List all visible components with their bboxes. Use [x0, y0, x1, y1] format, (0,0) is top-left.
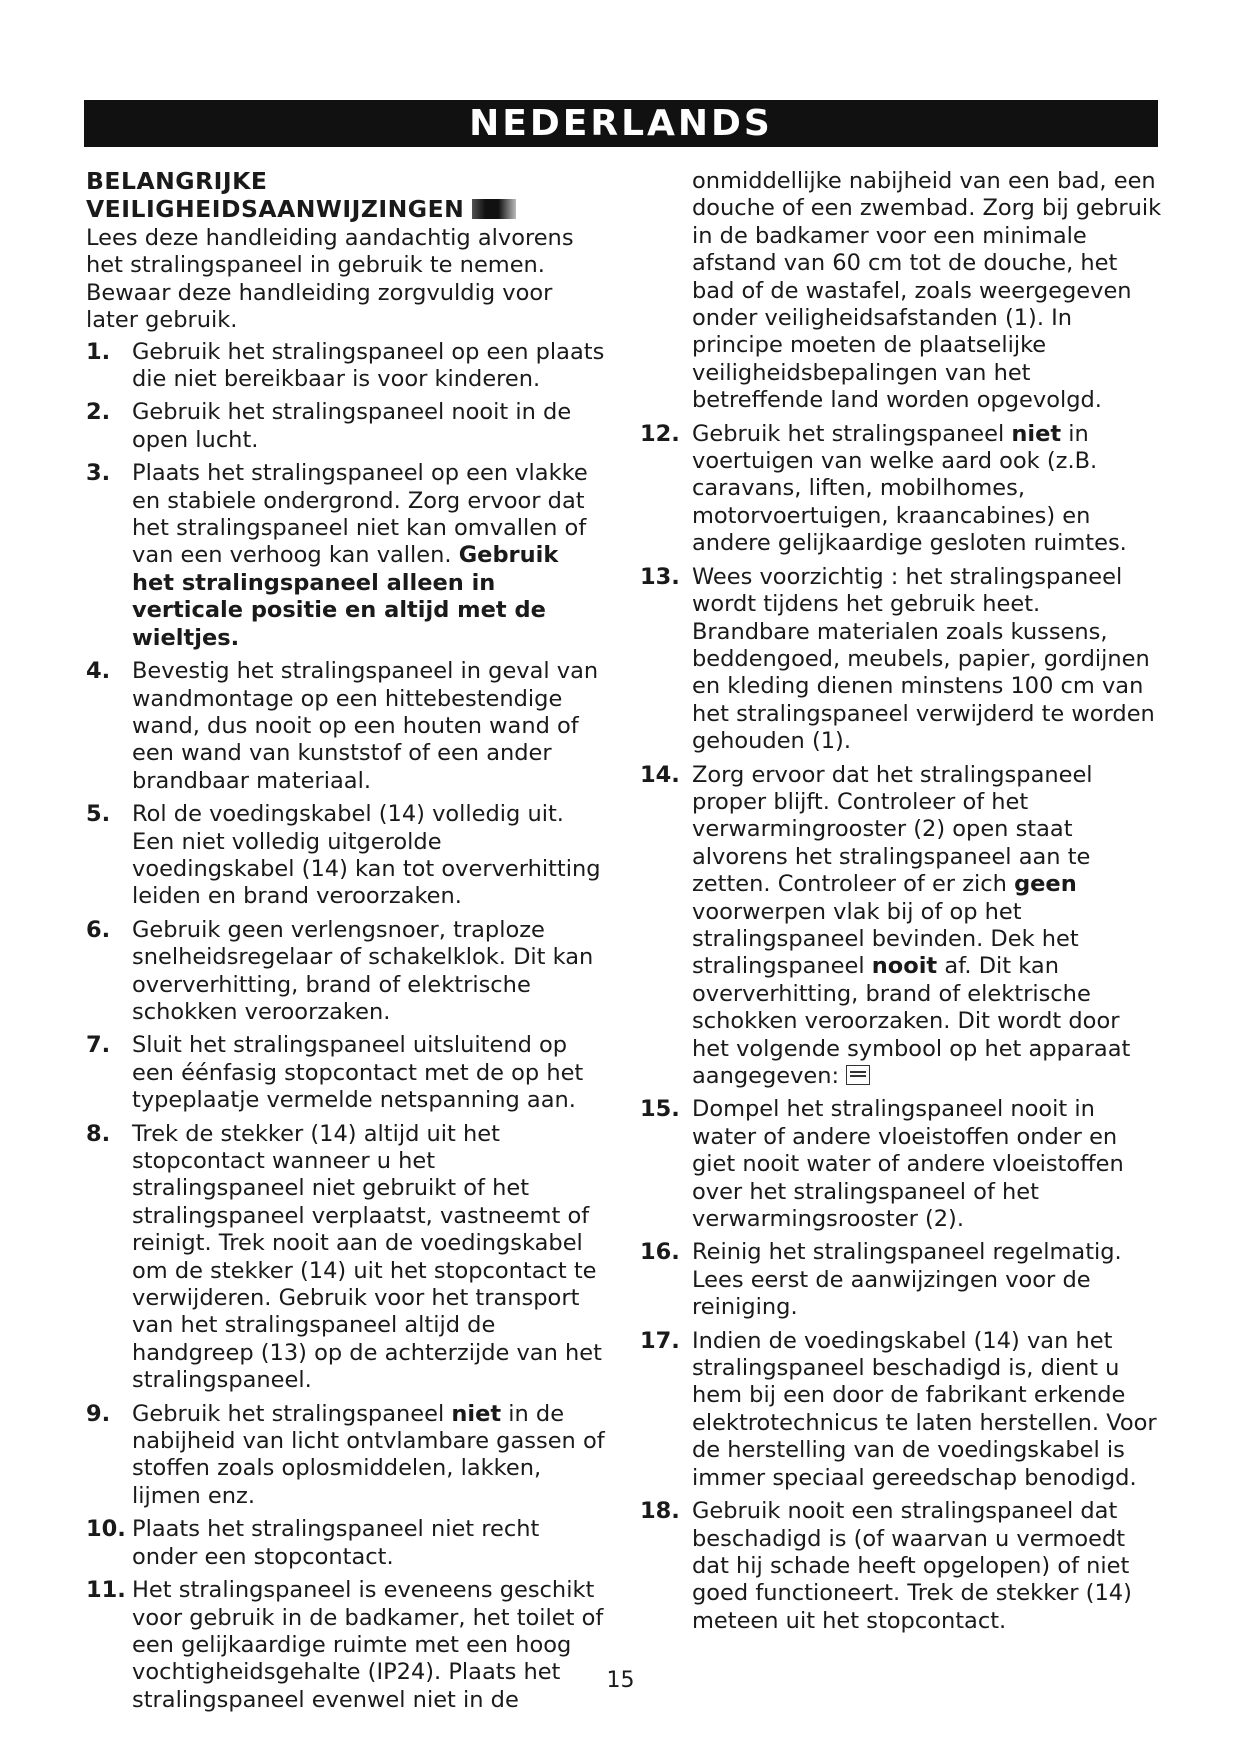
cover-warning-icon — [846, 1065, 870, 1085]
list-item: 1. Gebruik het stralingspaneel op een plaats die niet bereikbaar is voor kinderen. — [86, 338, 605, 393]
list-item-continuation: onmiddellijke nabijheid van een bad, een douche of een zwembad. Zorg bij gebruik in de badkamer voor een minimale afstand van 60 cm tot de douche, het bad of de wastafel, zoals weergegeven onder veiligheidsafstanden (1). In principe moeten de plaatselijke veiligheidsbepalingen van het betreffende land worden opgevolgd. — [692, 168, 1162, 414]
left-column — [86, 167, 606, 1720]
list-item: 10. Plaats het stralingspaneel niet recht onder een stopcontact. — [86, 1516, 540, 1570]
list-item: 3. Plaats het stralingspaneel op een vlakke en stabiele ondergrond. Zorg ervoor dat het stralingspaneel niet kan omvallen of van een verhoog kan vallen. Gebruik het stralingspaneel alleen in verticale positie en altijd met de wieltjes. — [86, 460, 588, 651]
list-item: 12. Gebruik het stralingspaneel niet in voertuigen van welke aard ook (z.B. caravans, liften, mobilhomes, motorvoertuigen, kraancabines) en andere gelijkaardige gesloten ruimtes. — [640, 420, 1127, 557]
page-number: 15 — [606, 1668, 635, 1693]
heading-bar-icon — [472, 199, 516, 219]
list-item: 2. Gebruik het stralingspaneel nooit in de open lucht. — [86, 399, 572, 453]
language-banner: NEDERLANDS — [84, 100, 1158, 147]
list-item: 5. Rol de voedingskabel (14) volledig uit. Een niet volledig uitgerolde voedingskabel (14) kan tot oververhitting leiden en brand veroorzaken. — [86, 801, 601, 910]
list-item: 13. Wees voorzichtig : het stralingspaneel wordt tijdens het gebruik heet. Brandbare materialen zoals kussens, beddengoed, meubels, papier, gordijnen en kleding dienen minstens 100 cm van het stralingspaneel verwijderd te worden gehouden (1). — [640, 563, 1155, 755]
list-item: 11. Het stralingspaneel is eveneens geschikt voor gebruik in de badkamer, het toilet of een gelijkaardige ruimte met een hoog vochtigheidsgehalte (IP24). Plaats het stralingspaneel evenwel niet in de — [86, 1577, 604, 1713]
list-item: 6. Gebruik geen verlengsnoer, traploze snelheidsregelaar of schakelklok. Dit kan oververhitting, brand of elektrische schokken veroorzaken. — [86, 916, 594, 1025]
section-heading: BELANGRIJKE VEILIGHEIDSAANWIJZINGEN — [86, 167, 606, 223]
list-item: 18. Gebruik nooit een stralingspaneel dat beschadigd is (of waarvan u vermoedt dat hij schade heeft opgelopen) of niet goed functioneert. Trek de stekker (14) meteen uit het stopcontact. — [640, 1498, 1132, 1634]
list-item: 17. Indien de voedingskabel (14) van het stralingspaneel beschadigd is, dient u hem bij een door de fabrikant erkende elektrotechnicus te laten herstellen. Voor de herstelling van de voedingskabel is immer speciaal gereedschap benodigd. — [640, 1327, 1157, 1491]
list-item: 15. Dompel het stralingspaneel nooit in water of andere vloeistoffen onder en giet nooit water of andere vloeistoffen over het stralingspaneel of het verwarmingsrooster (2). — [640, 1096, 1124, 1233]
list-item: 9. Gebruik het stralingspaneel niet in de nabijheid van licht ontvlambare gassen of stoffen zoals oplosmiddelen, lakken, lijmen enz. — [86, 1400, 605, 1509]
intro-paragraph: Lees deze handleiding aandachtig alvorens het stralingspaneel in gebruik te nemen. Bewaar deze handleiding zorgvuldig voor later gebruik. — [86, 225, 574, 334]
list-item: 16. Reinig het stralingspaneel regelmatig. Lees eerst de aanwijzingen voor de reiniging. — [640, 1239, 1122, 1321]
right-column — [640, 168, 1162, 1641]
list-item: 7. Sluit het stralingspaneel uitsluitend op een éénfasig stopcontact met de op het typeplaatje vermelde netspanning aan. — [86, 1032, 584, 1114]
list-item: 4. Bevestig het stralingspaneel in geval van wandmontage op een hittebestendige wand, dus nooit op een houten wand of een wand van kunststof of een ander brandbaar materiaal. — [86, 658, 599, 794]
list-item: 14. Zorg ervoor dat het stralingspaneel proper blijft. Controleer of het verwarmingrooster (2) open staat alvorens het stralingspaneel aan te zetten. Controleer of er zich geen voorwerpen vlak bij of op het stralingspaneel bevinden. Dek het stralingspaneel nooit af. Dit kan oververhitting, brand of elektrische schokken veroorzaken. Dit wordt door het volgende symbool op het apparaat aangegeven: — [640, 761, 1131, 1089]
list-item: 8. Trek de stekker (14) altijd uit het stopcontact wanneer u het stralingspaneel niet gebruikt of het stralingspaneel verplaatst, vastneemt of reinigt. Trek nooit aan de voedingskabel om de stekker (14) uit het stopcontact te verwijderen. Gebruik voor het transport van het stralingspaneel altijd de handgreep (13) op de achterzijde van het stralingspaneel. — [86, 1120, 602, 1394]
